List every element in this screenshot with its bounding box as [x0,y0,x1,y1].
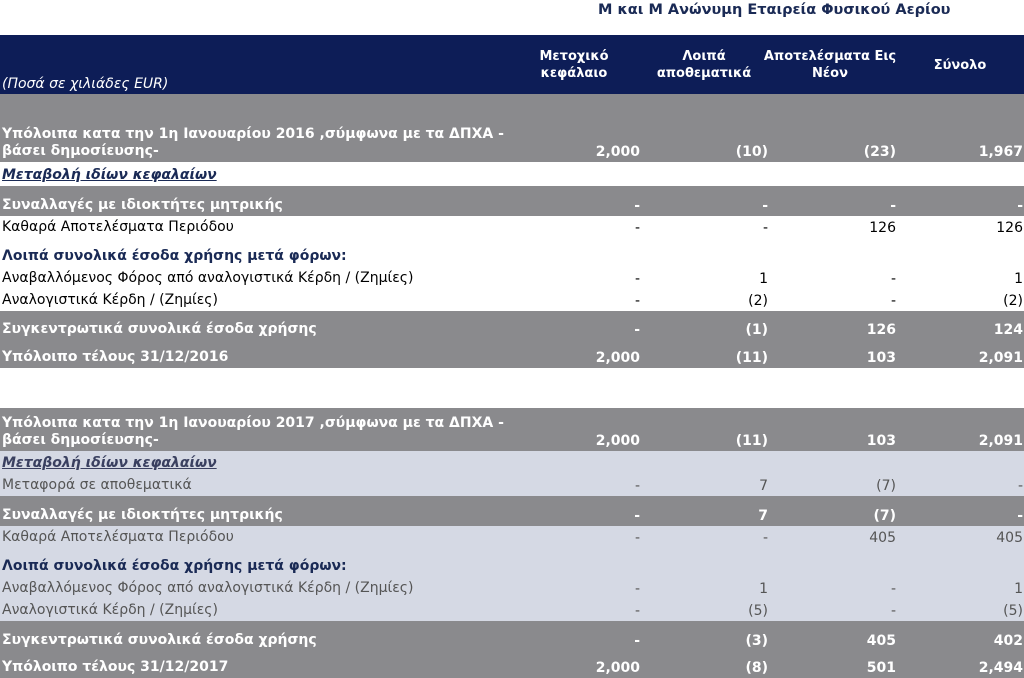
cell-other-reserves: - [762,198,768,214]
company-title: Μ και Μ Ανώνυμη Εταιρεία Φυσικού Αερίου [598,2,951,18]
table-row [0,621,1024,651]
cell-share-capital: - [634,322,640,338]
cell-other-reserves: (11) [735,350,768,366]
cell-retained-earnings: - [890,198,896,214]
table-row [0,408,1024,451]
row-label: Συναλλαγές με ιδιοκτήτες μητρικής [2,507,283,523]
cell-share-capital: - [634,530,640,546]
cell-total: 2,091 [978,433,1023,449]
cell-other-reserves: (1) [745,322,768,338]
cell-retained-earnings: - [890,603,896,619]
cell-total: (5) [1003,603,1023,619]
cell-share-capital: - [634,603,640,619]
row-label: Υπόλοιπο τέλους 31/12/2016 [2,349,229,365]
table-row [0,94,1024,162]
cell-share-capital: 2,000 [595,144,640,160]
row-label: Αναλογιστικά Κέρδη / (Ζημίες) [2,292,218,308]
cell-retained-earnings: (7) [873,508,896,524]
cell-total: 2,494 [978,660,1023,676]
row-label: Αναβαλλόμενος Φόρος από αναλογιστικά Κέρδη / (Ζημίες) [2,580,414,596]
cell-other-reserves: (8) [745,660,768,676]
row-label: Συναλλαγές με ιδιοκτήτες μητρικής [2,197,283,213]
cell-total: 405 [996,530,1023,546]
unit-note: (Ποσά σε χιλιάδες EUR) [2,76,169,92]
column-header-total: Σύνολο [933,58,987,73]
cell-share-capital: - [634,633,640,649]
table-row [0,340,1024,368]
cell-retained-earnings: (7) [876,478,896,494]
row-label: Υπόλοιπα κατα την 1η Ιανουαρίου 2016 ,σύμφωνα με τα ΔΠΧΑ - βάσει δημοσίευσης- [2,126,504,159]
cell-total: - [1017,508,1023,524]
column-header-share-capital: Μετοχικό κεφάλαιο [539,49,609,81]
table-row [0,216,1024,238]
cell-total: 1 [1014,271,1023,287]
table-row [0,496,1024,526]
row-label: Αναλογιστικά Κέρδη / (Ζημίες) [2,602,218,618]
table-row [0,474,1024,496]
cell-other-reserves: (5) [748,603,768,619]
cell-other-reserves: (3) [745,633,768,649]
cell-retained-earnings: 405 [866,633,896,649]
row-label: Καθαρά Αποτελέσματα Περιόδου [2,529,234,545]
cell-share-capital: - [634,220,640,236]
cell-other-reserves: (10) [735,144,768,160]
cell-retained-earnings: - [890,581,896,597]
cell-other-reserves: 7 [758,508,768,524]
column-header-retained-earnings: Αποτελέσματα Εις Νέον [763,49,897,81]
table-row [0,599,1024,621]
column-header-other-reserves: Λοιπά αποθεματικά [656,49,752,81]
cell-retained-earnings: 126 [866,322,896,338]
cell-total: 1,967 [978,144,1023,160]
cell-other-reserves: 1 [759,271,768,287]
cell-total: (2) [1003,293,1023,309]
row-label: Λοιπά συνολικά έσοδα χρήσης μετά φόρων: [2,248,347,264]
row-label: Υπόλοιπο τέλους 31/12/2017 [2,659,229,675]
cell-other-reserves: (2) [748,293,768,309]
cell-retained-earnings: 405 [869,530,896,546]
cell-retained-earnings: 126 [869,220,896,236]
cell-total: 402 [993,633,1023,649]
cell-total: - [1017,198,1023,214]
table-header [0,35,1024,94]
table-row [0,577,1024,599]
cell-share-capital: - [634,508,640,524]
cell-share-capital: - [634,271,640,287]
cell-retained-earnings: - [890,271,896,287]
row-label: Αναβαλλόμενος Φόρος από αναλογιστικά Κέρδη / (Ζημίες) [2,270,414,286]
cell-share-capital: 2,000 [595,660,640,676]
row-label: Μεταβολή ιδίων κεφαλαίων [2,167,217,183]
cell-retained-earnings: 501 [866,660,896,676]
cell-other-reserves: (11) [735,433,768,449]
row-label: Καθαρά Αποτελέσματα Περιόδου [2,219,234,235]
cell-retained-earnings: - [890,293,896,309]
cell-share-capital: 2,000 [595,433,640,449]
cell-share-capital: - [634,198,640,214]
cell-total: 126 [996,220,1023,236]
row-label: Μεταβολή ιδίων κεφαλαίων [2,455,217,471]
cell-other-reserves: 7 [759,478,768,494]
cell-total: 2,091 [978,350,1023,366]
table-row [0,267,1024,289]
cell-retained-earnings: 103 [866,433,896,449]
cell-retained-earnings: 103 [866,350,896,366]
cell-total: - [1017,478,1023,494]
table-row [0,311,1024,340]
table-row [0,526,1024,548]
cell-other-reserves: - [762,530,768,546]
table-row [0,289,1024,311]
row-label: Μεταφορά σε αποθεματικά [2,477,192,493]
cell-total: 1 [1014,581,1023,597]
row-label: Συγκεντρωτικά συνολικά έσοδα χρήσης [2,632,317,648]
row-label: Υπόλοιπα κατα την 1η Ιανουαρίου 2017 ,σύμφωνα με τα ΔΠΧΑ - βάσει δημοσίευσης- [2,415,504,448]
cell-share-capital: - [634,581,640,597]
table-row [0,162,1024,186]
table-row [0,651,1024,678]
row-label: Λοιπά συνολικά έσοδα χρήσης μετά φόρων: [2,558,347,574]
cell-retained-earnings: (23) [863,144,896,160]
cell-other-reserves: - [762,220,768,236]
cell-total: 124 [993,322,1023,338]
cell-share-capital: - [634,293,640,309]
cell-other-reserves: 1 [759,581,768,597]
cell-share-capital: 2,000 [595,350,640,366]
row-label: Συγκεντρωτικά συνολικά έσοδα χρήσης [2,321,317,337]
table-row [0,451,1024,474]
table-row [0,548,1024,577]
cell-share-capital: - [634,478,640,494]
table-row [0,186,1024,216]
table-row [0,238,1024,267]
